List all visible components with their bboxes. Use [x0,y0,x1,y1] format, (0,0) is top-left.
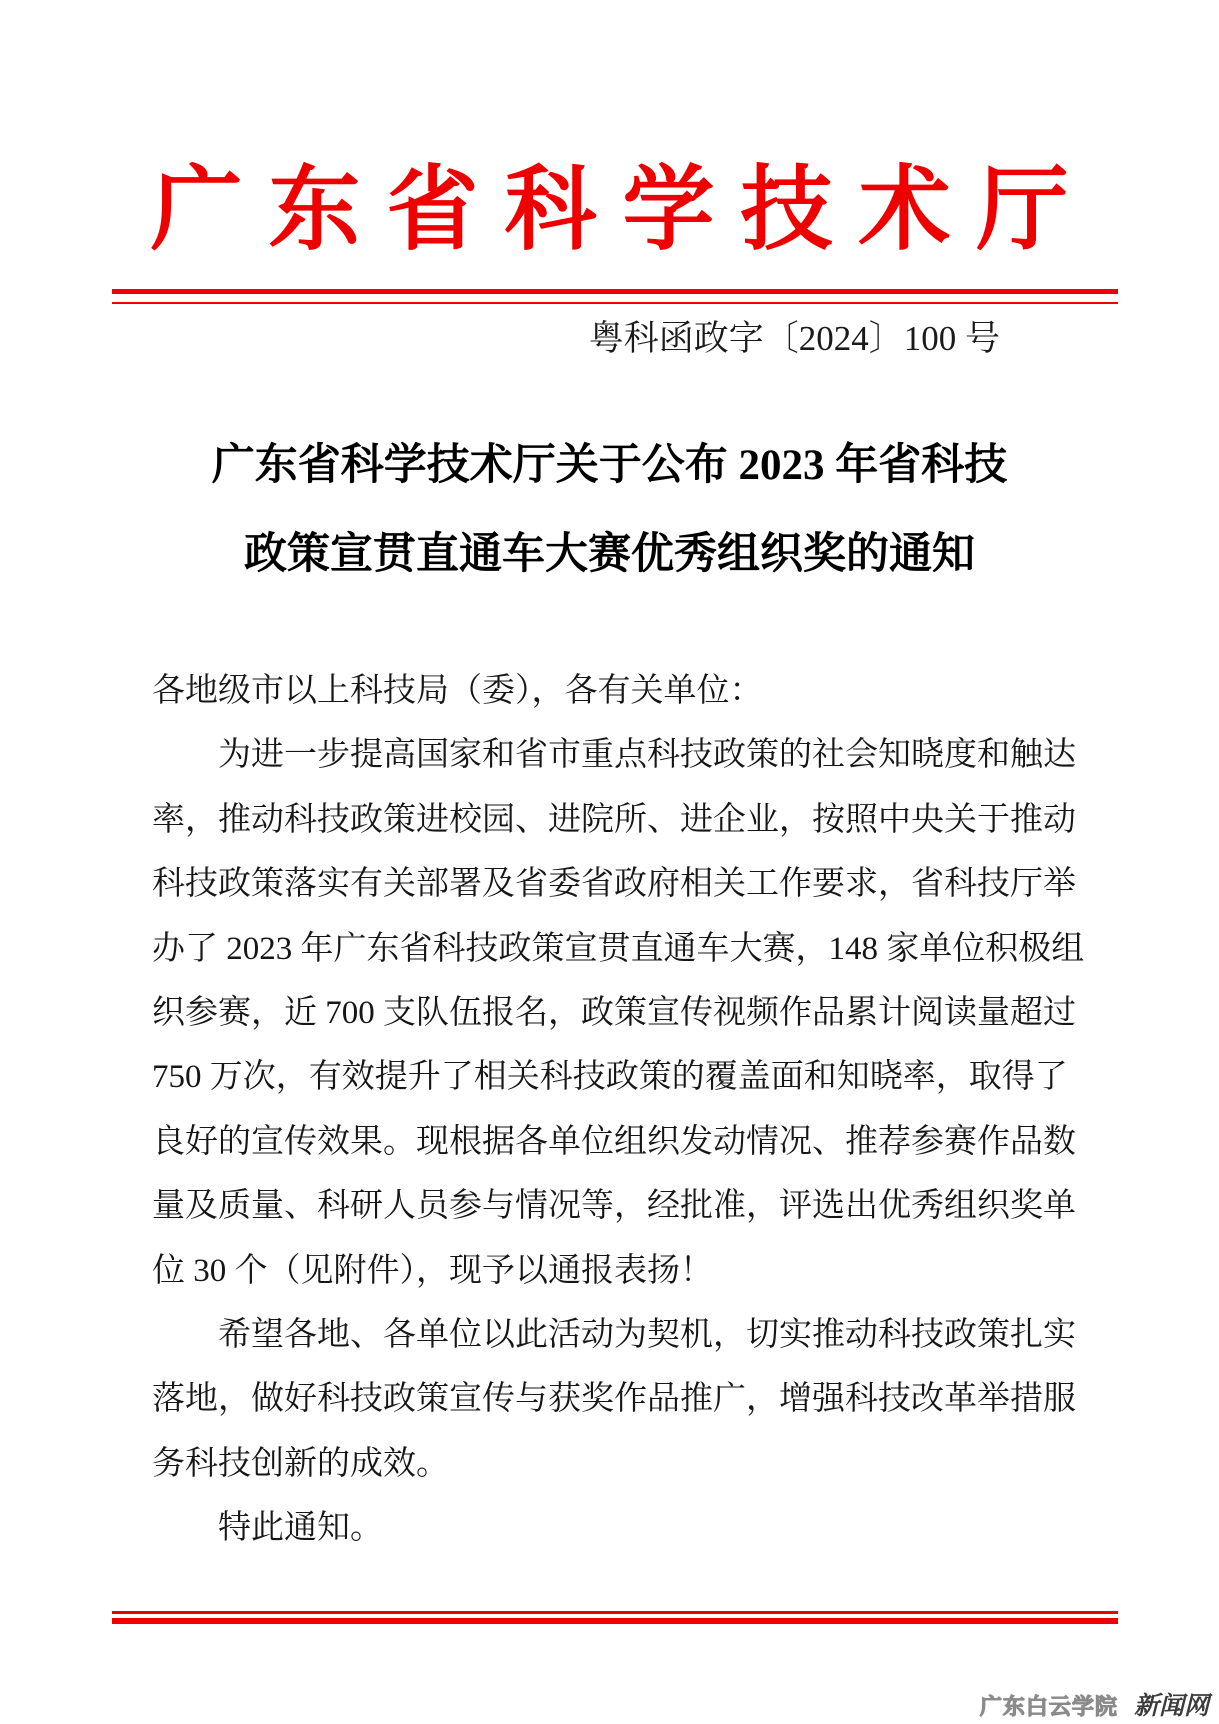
body-line: 750 万次，有效提升了相关科技政策的覆盖面和知晓率，取得了 [152,1059,1068,1096]
body-line: 务科技创新的成效。 [152,1445,449,1482]
notice-body [152,659,1092,1561]
watermark-section-name: 新闻网 [1133,1693,1209,1720]
document-number: 粤科函政字〔2024〕100 号 [588,319,1000,358]
body-line: 落地，做好科技政策宣传与获奖作品推广，增强科技改革举措服 [152,1381,1076,1418]
notice-title-line-2: 政策宣贯直通车大赛优秀组织奖的通知 [244,531,975,578]
body-line: 各地级市以上科技局（委），各有关单位： [152,673,763,709]
notice-title-line-1: 广东省科学技术厅关于公布 2023 年省科技 [211,442,1008,489]
body-line: 特此通知。 [152,1510,383,1547]
header-double-rule [112,289,1118,304]
body-line: 量及质量、科研人员参与情况等，经批准，评选出优秀组织奖单 [152,1188,1076,1225]
body-line: 为进一步提高国家和省市重点科技政策的社会知晓度和触达 [152,737,1076,774]
watermark [980,1694,1209,1720]
footer-double-rule [112,1611,1118,1624]
body-line: 科技政策落实有关部署及省委省政府相关工作要求，省科技厅举 [152,866,1076,903]
watermark-site-name: 广东白云学院 [979,1694,1118,1719]
agency-masthead: 广东省科学技术厅 [150,159,1095,261]
body-line: 位 30 个（见附件），现予以通报表扬！ [152,1252,713,1289]
body-line: 织参赛，近 700 支队伍报名，政策宣传视频作品累计阅读量超过 [152,995,1076,1032]
body-line: 良好的宣传效果。现根据各单位组织发动情况、推荐参赛作品数 [152,1123,1076,1160]
body-line: 率，推动科技政策进校园、进院所、进企业，按照中央关于推动 [152,801,1076,838]
body-line: 办了 2023 年广东省科技政策宣贯直通车大赛，148 家单位积极组 [152,930,1085,967]
notice-title [0,421,1219,599]
body-line: 希望各地、各单位以此活动为契机，切实推动科技政策扎实 [152,1317,1076,1354]
